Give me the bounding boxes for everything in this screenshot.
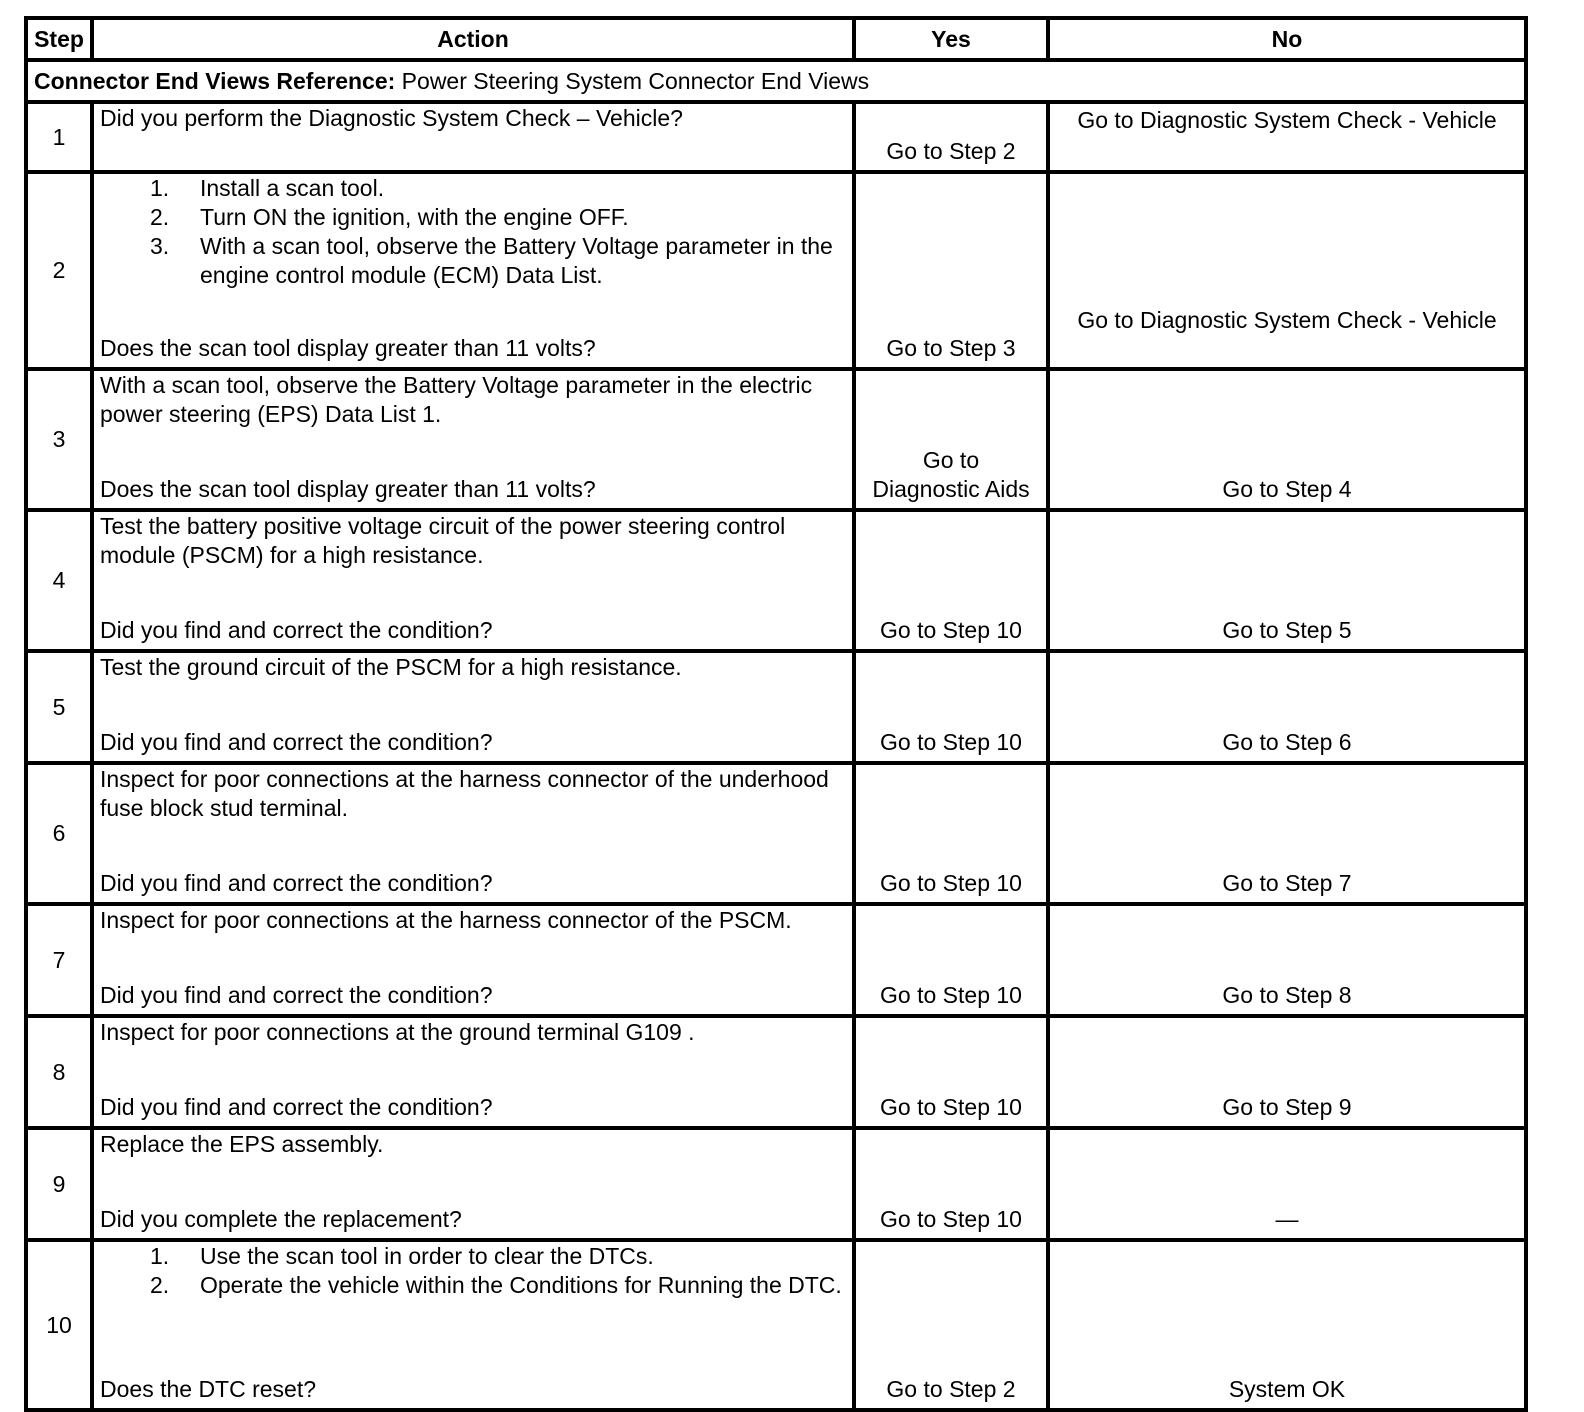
action-question: Did you find and correct the condition? [100,870,493,896]
no-cell: — [1048,1128,1526,1240]
step-number: 8 [26,1016,92,1128]
table-row [26,904,1526,1016]
action-cell [92,1240,854,1410]
header-yes: Yes [854,18,1048,60]
no-cell: System OK [1048,1240,1526,1410]
table-row [26,763,1526,904]
list-item: With a scan tool, observe the Battery Voltage parameter in the engine control module (ECM) Data List. [200,233,833,288]
no-cell: Go to Diagnostic System Check - Vehicle [1048,102,1526,172]
table-row [26,651,1526,763]
list-item: Operate the vehicle within the Conditions for Running the DTC. [200,1272,842,1298]
step-number: 6 [26,763,92,904]
table-row [26,1240,1526,1410]
header-row [26,18,1526,60]
step-number: 1 [26,102,92,172]
no-cell: Go to Step 8 [1048,904,1526,1016]
action-cell [92,1016,854,1128]
action-text: Test the battery positive voltage circuit of the power steering control module (PSCM) for a high resistance. [100,513,786,568]
step-number: 10 [26,1240,92,1410]
step-number: 5 [26,651,92,763]
header-no: No [1048,18,1526,60]
action-text: Test the ground circuit of the PSCM for a high resistance. [100,654,682,680]
action-text: Inspect for poor connections at the harness connector of the underhood fuse block stud terminal. [100,766,829,821]
action-question: Did you find and correct the condition? [100,1094,493,1120]
yes-cell: Go to Step 10 [854,763,1048,904]
no-cell: Go to Diagnostic System Check - Vehicle [1048,172,1526,369]
action-question: Does the scan tool display greater than 11 volts? [100,335,596,361]
yes-line: Go to [922,447,980,473]
step-number: 4 [26,510,92,651]
action-question: Did you complete the replacement? [100,1206,462,1232]
yes-cell: Go to Step 2 [854,1240,1048,1410]
header-action: Action [92,18,854,60]
no-cell: Go to Step 5 [1048,510,1526,651]
reference-label: Connector End Views Reference: [34,67,396,94]
table-row [26,102,1526,172]
yes-cell: Go to Step 10 [854,1016,1048,1128]
action-cell [92,172,854,369]
step-number: 9 [26,1128,92,1240]
step-number: 3 [26,369,92,510]
diagnostic-table [24,16,1528,1412]
no-cell: Go to Step 4 [1048,369,1526,510]
action-cell [92,651,854,763]
action-question: Did you find and correct the condition? [100,729,493,755]
yes-line: Diagnostic Aids [872,476,1030,502]
yes-cell: Go to Step 2 [854,102,1048,172]
no-cell: Go to Step 7 [1048,763,1526,904]
action-cell [92,904,854,1016]
action-text: With a scan tool, observe the Battery Voltage parameter in the electric power steering (EPS) Data List 1. [100,372,813,427]
action-text: Replace the EPS assembly. [100,1131,384,1157]
action-question: Does the scan tool display greater than 11 volts? [100,476,596,502]
yes-cell: Go to Step 3 [854,172,1048,369]
reference-value: Power Steering System Connector End Views [395,67,870,94]
action-cell [92,510,854,651]
action-text: Inspect for poor connections at the ground terminal G109 . [100,1019,695,1045]
yes-cell: Go to Step 10 [854,510,1048,651]
action-list [100,1242,846,1300]
yes-cell: Go to Step 10 [854,651,1048,763]
step-number: 2 [26,172,92,369]
no-cell: Go to Step 6 [1048,651,1526,763]
list-item: Turn ON the ignition, with the engine OFF. [200,204,629,230]
action-text: Inspect for poor connections at the harness connector of the PSCM. [100,907,792,933]
action-question: Does the DTC reset? [100,1376,317,1402]
table-row [26,172,1526,369]
table-row [26,1128,1526,1240]
action-question: Did you find and correct the condition? [100,982,493,1008]
header-step: Step [26,18,92,60]
yes-cell [854,369,1048,510]
yes-cell: Go to Step 10 [854,904,1048,1016]
step-number: 7 [26,904,92,1016]
action-question: Did you find and correct the condition? [100,617,493,643]
reference-row [26,60,1526,102]
no-cell: Go to Step 9 [1048,1016,1526,1128]
yes-cell: Go to Step 10 [854,1128,1048,1240]
table-row [26,369,1526,510]
action-cell [92,369,854,510]
action-cell [92,763,854,904]
list-item: Install a scan tool. [200,175,385,201]
table-row [26,510,1526,651]
reference-cell [26,60,1526,102]
action-cell [92,1128,854,1240]
action-cell [92,102,854,172]
list-item: Use the scan tool in order to clear the DTCs. [200,1243,654,1269]
action-text: Did you perform the Diagnostic System Check – Vehicle? [100,105,683,131]
action-list [100,174,846,290]
table-row [26,1016,1526,1128]
